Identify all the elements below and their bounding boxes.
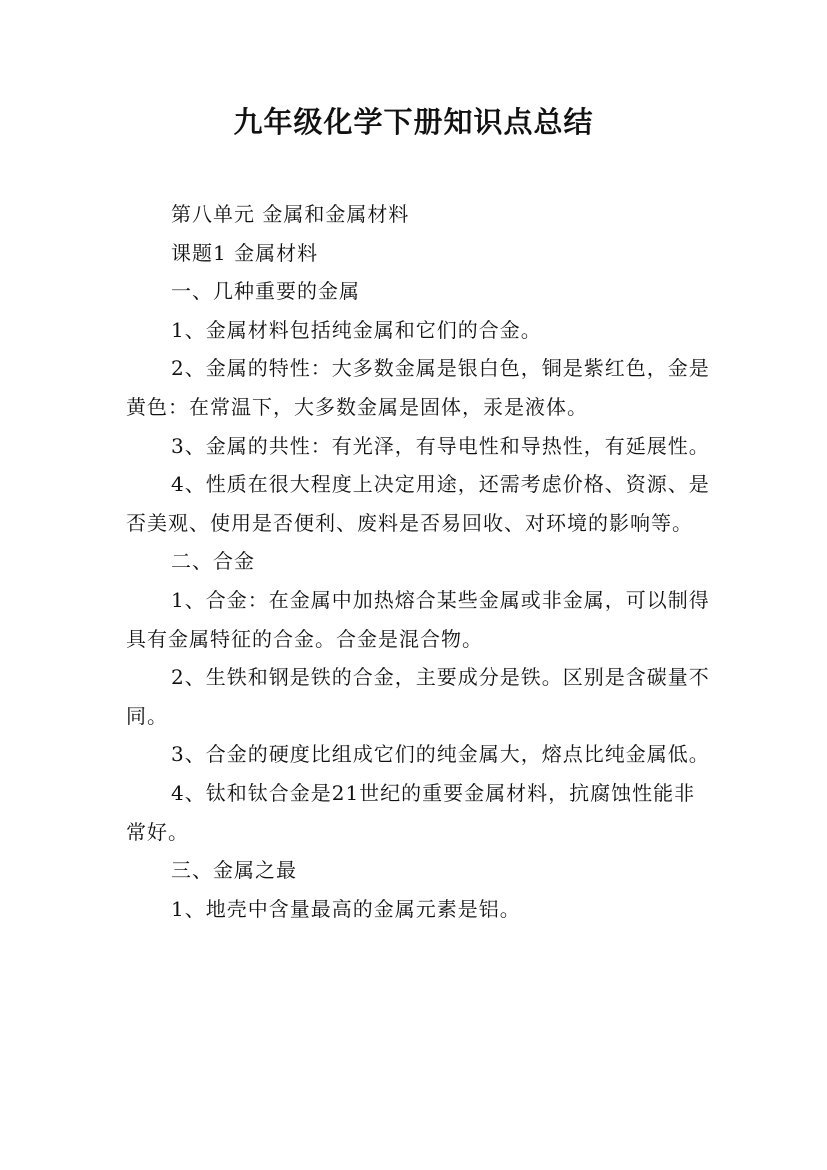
list-item: 4、钛和钛合金是21世纪的重要金属材料，抗腐蚀性能非常好。 bbox=[126, 780, 696, 844]
list-item: 1、地壳中含量最高的金属元素是铝。 bbox=[171, 896, 521, 921]
section-heading: 一、几种重要的金属 bbox=[171, 279, 360, 304]
list-item: 2、生铁和钢是铁的合金，主要成分是铁。区别是含碳量不同。 bbox=[126, 665, 710, 728]
list-item: 4、性质在很大程度上决定用途，还需考虑价格、资源、是否美观、使用是否便利、废料是否易回收、对环境的影响等。 bbox=[126, 472, 710, 535]
section-heading: 二、合金 bbox=[171, 549, 255, 574]
unit-heading: 第八单元 金属和金属材料 bbox=[171, 202, 410, 226]
list-item: 3、合金的硬度比组成它们的纯金属大，熔点比纯金属低。 bbox=[171, 742, 710, 767]
document-body bbox=[126, 195, 710, 928]
list-item: 1、金属材料包括纯金属和它们的合金。 bbox=[171, 317, 542, 342]
list-item: 1、合金：在金属中加热熔合某些金属或非金属，可以制得具有金属特征的合金。合金是混合物。 bbox=[126, 587, 710, 651]
lesson-heading: 课题1 金属材料 bbox=[171, 240, 319, 265]
document-title: 九年级化学下册知识点总结 bbox=[233, 105, 594, 139]
list-item: 3、金属的共性：有光泽，有导电性和导热性，有延展性。 bbox=[171, 433, 710, 458]
section-heading: 三、金属之最 bbox=[171, 858, 297, 883]
list-item: 2、金属的特性：大多数金属是银白色，铜是紫红色，金是黄色：在常温下，大多数金属是固体，汞是液体。 bbox=[126, 356, 710, 419]
